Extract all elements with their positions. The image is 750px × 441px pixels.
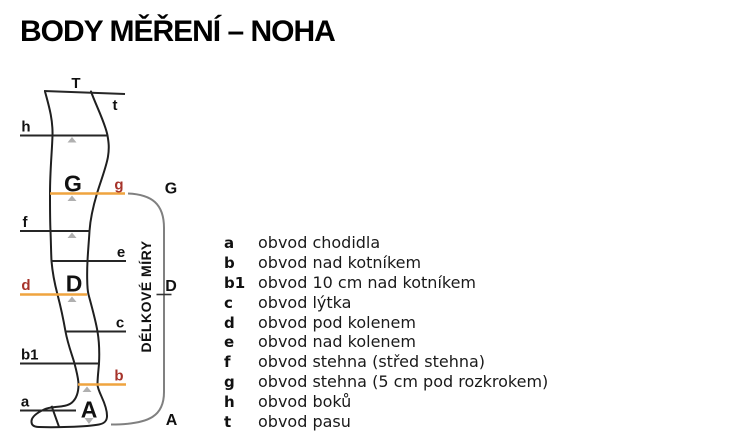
legend-key: d — [224, 313, 235, 332]
legend-key: c — [224, 293, 233, 312]
bracket-label-A: A — [165, 412, 178, 429]
label-T: T — [71, 75, 81, 92]
legend-key: a — [224, 234, 235, 252]
marker-triangle-f-icon — [68, 233, 77, 239]
legend-key: h — [224, 393, 235, 412]
marker-triangle-h-icon — [68, 137, 77, 143]
length-measures-title: DÉLKOVÉ MÍRY — [138, 240, 154, 353]
measure-line-T — [44, 91, 125, 94]
legend-label: obvod stehna (střed stehna) — [258, 352, 486, 372]
legend-row — [224, 332, 548, 352]
legend-key: f — [224, 353, 231, 372]
legend-label: obvod lýtka — [258, 292, 352, 312]
label-t: t — [112, 97, 118, 114]
page-title: BODY MĚŘENÍ – NOHA — [20, 15, 335, 48]
label-a: a — [20, 393, 30, 411]
legend-label: obvod pod kolenem — [258, 312, 416, 332]
legend-row — [224, 313, 548, 333]
legend-row — [224, 372, 548, 392]
marker-triangle-d-icon — [68, 297, 77, 303]
label-f: f — [22, 214, 28, 231]
legend-row — [224, 412, 548, 432]
legend — [224, 233, 548, 432]
legend-label: obvod nad kolenem — [258, 332, 416, 352]
toe-cap-line-icon — [52, 406, 60, 427]
bracket-label-G: G — [164, 180, 178, 198]
legend-key: b1 — [224, 273, 246, 292]
leg-measurement-diagram — [0, 0, 210, 441]
legend-row — [224, 253, 548, 273]
label-b1: b1 — [21, 346, 39, 364]
legend-key: g — [224, 373, 235, 392]
label-b: b — [114, 367, 124, 385]
legend-row — [224, 352, 548, 372]
label-c: c — [115, 314, 125, 332]
bracket-label-D: D — [165, 278, 177, 295]
legend-label: obvod nad kotníkem — [258, 252, 422, 272]
label-D-big: D — [65, 270, 83, 297]
legend-label: obvod 10 cm nad kotníkem — [258, 272, 477, 292]
legend-row — [224, 392, 548, 412]
legend-label: obvod boků — [258, 392, 352, 412]
legend-row — [224, 273, 548, 293]
legend-key: b — [224, 253, 235, 272]
label-g: g — [114, 176, 124, 194]
label-G-big: G — [64, 170, 82, 197]
label-d: d — [21, 277, 31, 294]
legend-key: t — [224, 413, 232, 432]
label-A-big: A — [80, 396, 98, 423]
label-h: h — [21, 118, 31, 136]
label-e: e — [116, 244, 126, 261]
legend-label: obvod chodidla — [258, 233, 381, 252]
legend-label: obvod stehna (5 cm pod rozkrokem) — [258, 372, 549, 392]
legend-row — [224, 293, 548, 313]
legend-label: obvod pasu — [258, 412, 351, 432]
legend-row — [224, 233, 548, 253]
legend-key: e — [224, 333, 235, 352]
marker-triangle-b-icon — [83, 387, 92, 393]
